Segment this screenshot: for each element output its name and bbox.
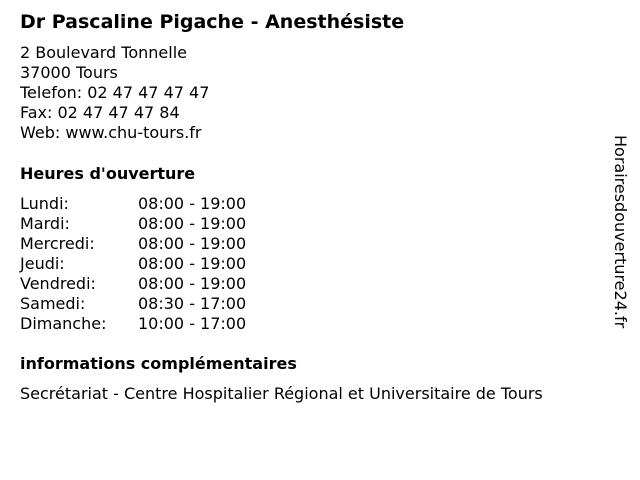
address-block <box>20 43 209 143</box>
hours-time: 08:00 - 19:00 <box>138 274 247 293</box>
hours-time: 10:00 - 17:00 <box>138 314 247 333</box>
hours-time: 08:00 - 19:00 <box>138 234 247 253</box>
hours-row <box>20 274 280 294</box>
hours-row <box>20 214 280 234</box>
hours-time: 08:00 - 19:00 <box>138 194 247 213</box>
hours-time: 08:00 - 19:00 <box>138 214 247 233</box>
address-fax: Fax: 02 47 47 47 84 <box>20 103 180 122</box>
opening-hours-table <box>20 194 280 334</box>
hours-row <box>20 194 280 214</box>
hours-time: 08:30 - 17:00 <box>138 294 247 313</box>
address-phone: Telefon: 02 47 47 47 47 <box>20 83 210 102</box>
site-watermark: Horairesdouverture24.fr <box>611 135 630 329</box>
additional-info-heading: informations complémentaires <box>20 354 297 373</box>
address-web: Web: www.chu-tours.fr <box>20 123 202 142</box>
hours-day: Jeudi: <box>20 254 65 273</box>
hours-row <box>20 294 280 314</box>
page-title: Dr Pascaline Pigache - Anesthésiste <box>20 11 405 33</box>
hours-row <box>20 314 280 334</box>
hours-day: Mardi: <box>20 214 70 233</box>
hours-day: Samedi: <box>20 294 86 313</box>
hours-day: Mercredi: <box>20 234 95 253</box>
hours-day: Vendredi: <box>20 274 96 293</box>
opening-hours-heading: Heures d'ouverture <box>20 164 196 183</box>
hours-row <box>20 254 280 274</box>
hours-time: 08:00 - 19:00 <box>138 254 247 273</box>
address-city: 37000 Tours <box>20 63 118 82</box>
hours-row <box>20 234 280 254</box>
address-street: 2 Boulevard Tonnelle <box>20 43 187 62</box>
hours-day: Lundi: <box>20 194 69 213</box>
hours-day: Dimanche: <box>20 314 107 333</box>
additional-info-text: Secrétariat - Centre Hospitalier Régional et Universitaire de Tours <box>20 384 543 403</box>
